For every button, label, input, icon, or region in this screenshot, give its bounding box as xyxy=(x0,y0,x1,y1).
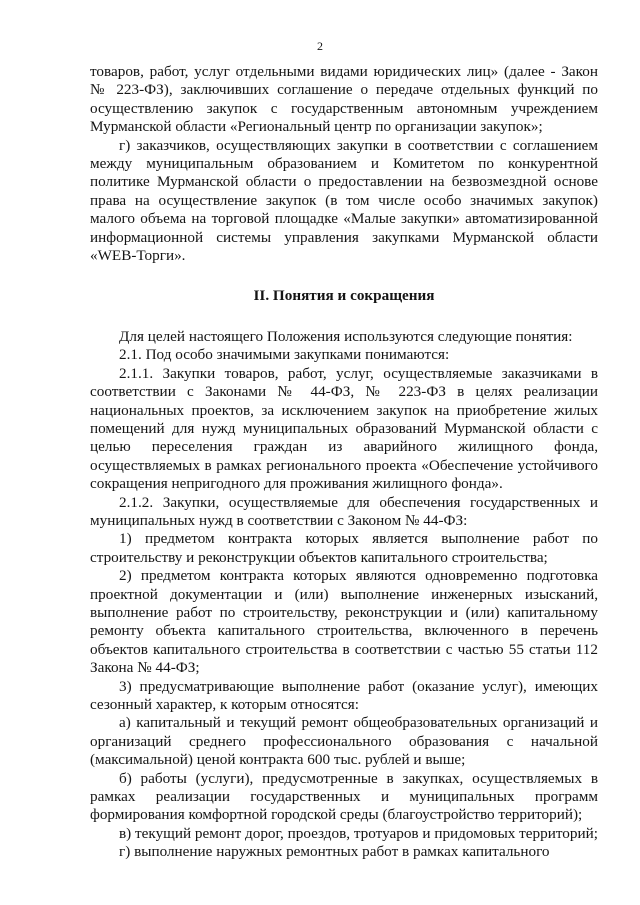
list-item-1: 1) предметом контракта которых является выполнение работ по строительству и реконструкции объектов капитального строительства; xyxy=(90,530,598,566)
paragraph-continuation: товаров, работ, услуг отдельными видами юридических лиц» (далее - Закон № 223-ФЗ), заключивших соглашение о передаче отдельных функций по осуществлению закупок с государственным автономным учреждением Мурманской области «Региональный центр по организации закупок»; xyxy=(90,63,598,136)
paragraph-2-1: 2.1. Под особо значимыми закупками понимаются: xyxy=(119,346,450,364)
list-item-v: в) текущий ремонт дорог, проездов, тротуаров и придомовых территорий; xyxy=(119,824,598,842)
list-item-b: б) работы (услуги), предусмотренные в закупках, осуществляемых в рамках реализации государственных и муниципальных программ формирования комфортной городской среды (благоустройство территорий); xyxy=(90,769,598,824)
paragraph-2-1-1: 2.1.1. Закупки товаров, работ, услуг, осуществляемые заказчиками в соответствии с Законами № 44-ФЗ, № 223-ФЗ в целях реализации национальных проектов, за исключением закупок на приобретение жилых помещений для нужд муниципальных образований Мурманской области с целью переселения граждан из аварийного жилищного фонда, осуществляемых в рамках регионального проекта «Обеспечение устойчивого сокращения непригодного для проживания жилищного фонда». xyxy=(90,364,598,493)
paragraph-intro: Для целей настоящего Положения используются следующие понятия: xyxy=(119,327,573,345)
list-item-3: 3) предусматривающие выполнение работ (оказание услуг), имеющих сезонный характер, к которым относятся: xyxy=(90,677,598,713)
list-item-g: г) выполнение наружных ремонтных работ в рамках капитального xyxy=(119,843,550,861)
paragraph-item-g: г) заказчиков, осуществляющих закупки в соответствии с соглашением между муниципальным образованием и Комитетом по конкурентной политике Мурманской области о предоставлении на безвозмездной основе права на осуществление закупок (в том числе особо значимых закупок) малого объема на торговой площадке «Малые закупки» автоматизированной информационной системы управления закупками Мурманской области «WEB-Торги». xyxy=(90,136,598,265)
list-item-2: 2) предметом контракта которых являются одновременно подготовка проектной документации и (или) выполнение инженерных изысканий, выполнение работ по строительству, реконструкции и (или) капитальному ремонту объекта капитального строительства, включенного в перечень объектов капитального строительства в соответствии с частью 55 статьи 112 Закона № 44-ФЗ; xyxy=(90,567,598,677)
paragraph-2-1-2: 2.1.2. Закупки, осуществляемые для обеспечения государственных и муниципальных нужд в соответствии с Законом № 44-ФЗ: xyxy=(90,493,598,529)
list-item-a: а) капитальный и текущий ремонт общеобразовательных организаций и организаций среднего профессионального образования с начальной (максимальной) ценой контракта 600 тыс. рублей и выше; xyxy=(90,714,598,769)
document-body xyxy=(90,63,598,862)
section-heading: II. Понятия и сокращения xyxy=(253,287,435,305)
page-number: 2 xyxy=(317,39,323,53)
